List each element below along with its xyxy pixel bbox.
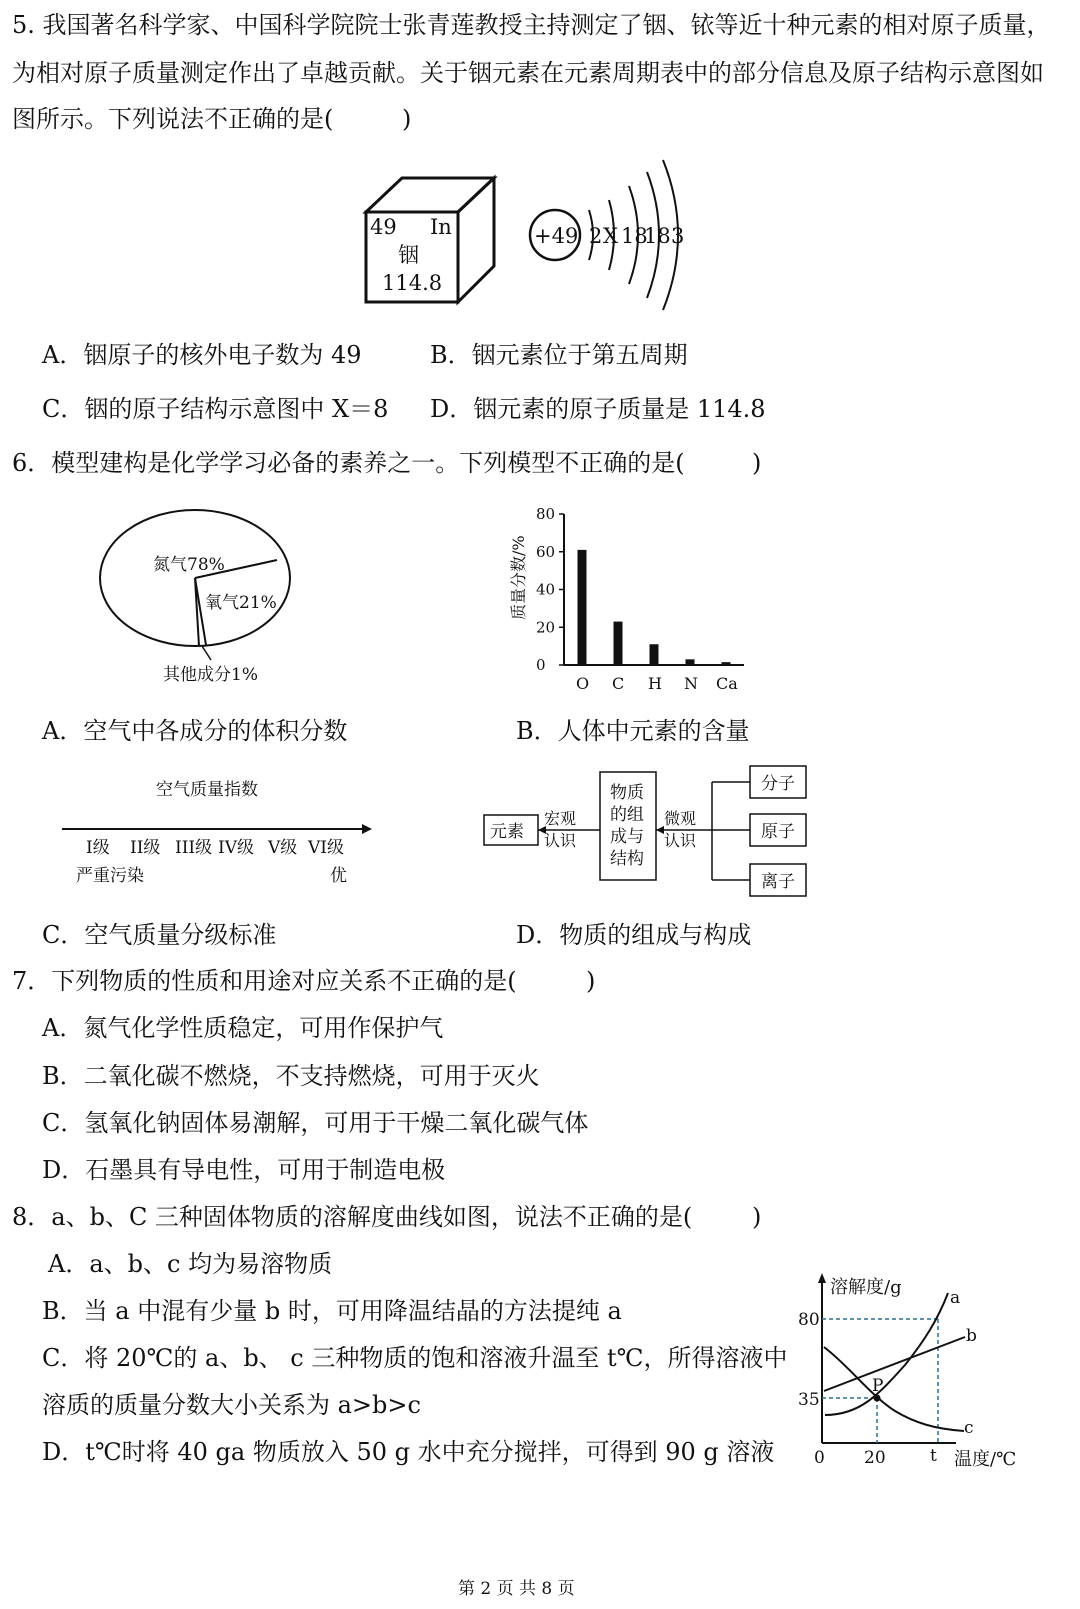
element-symbol: In bbox=[430, 215, 452, 239]
bar-N bbox=[686, 659, 695, 665]
q6-option-a: A．空气中各成分的体积分数 bbox=[42, 717, 348, 745]
solubility-xlabel: 温度/℃ bbox=[954, 1449, 1017, 1470]
bar-category-C: C bbox=[612, 674, 625, 693]
shell-3: 18 bbox=[621, 224, 648, 248]
q7-option-d: D．石墨具有导电性，可用于制造电极 bbox=[42, 1156, 446, 1184]
q5-option-b: B．铟元素位于第五周期 bbox=[430, 341, 688, 369]
scale-level-6: VI级 bbox=[308, 838, 344, 858]
q6-option-c: C．空气质量分级标准 bbox=[42, 921, 277, 949]
label-p: P bbox=[872, 1376, 884, 1396]
solubility-curve-graph bbox=[790, 1265, 1040, 1490]
q7-option-b: B．二氧化碳不燃烧，不支持燃烧，可用于灭火 bbox=[42, 1062, 540, 1090]
q5-option-d: D．铟元素的原子质量是 114.8 bbox=[430, 395, 766, 423]
concept-center-2: 的组 bbox=[610, 805, 644, 825]
q5-answer-paren: ) bbox=[402, 105, 412, 133]
bar-chart-ytick-label: 80 bbox=[536, 505, 556, 523]
bar-chart-ytick-label: 0 bbox=[536, 656, 546, 674]
q6-option-b: B．人体中元素的含量 bbox=[516, 717, 750, 745]
q8-option-c-line1: C．将 20℃的 a、b、 c 三种物质的饱和溶液升温至 t℃，所得溶液中 bbox=[42, 1344, 788, 1372]
air-quality-scale bbox=[60, 775, 380, 895]
solubility-x20: 20 bbox=[864, 1448, 886, 1468]
shell-2: X bbox=[603, 224, 618, 248]
composition-concept-map bbox=[480, 760, 820, 910]
shell-1: 2 bbox=[589, 224, 603, 248]
concept-macro-1: 宏观 bbox=[544, 809, 577, 828]
concept-atom: 原子 bbox=[761, 822, 795, 842]
scale-arrow bbox=[362, 824, 372, 834]
pie-leader-line bbox=[202, 646, 211, 660]
q8-option-a: A．a、b、c 均为易溶物质 bbox=[48, 1250, 333, 1278]
atom-structure-diagram bbox=[525, 150, 695, 320]
solubility-y-arrow bbox=[818, 1273, 826, 1283]
label-b: b bbox=[966, 1326, 977, 1346]
q5-option-c: C．铟的原子结构示意图中 X＝8 bbox=[42, 395, 389, 423]
q8-option-d: D．t℃时将 40 ga 物质放入 50 g 水中充分搅拌，可得到 90 g 溶液 bbox=[42, 1438, 775, 1466]
scale-right-label: 优 bbox=[330, 866, 347, 886]
q6-option-d: D．物质的组成与构成 bbox=[516, 921, 752, 949]
scale-level-4: IV级 bbox=[218, 838, 254, 858]
curve-b bbox=[824, 1337, 965, 1391]
page-footer: 第 2 页 共 8 页 bbox=[458, 1579, 575, 1599]
shell-5: 3 bbox=[671, 224, 685, 248]
q6-stem: 6．模型建构是化学学习必备的素养之一。下列模型不正确的是( bbox=[12, 449, 685, 477]
scale-level-2: II级 bbox=[130, 838, 161, 858]
scale-level-3: III级 bbox=[175, 838, 213, 858]
solubility-y80: 80 bbox=[798, 1310, 820, 1330]
pie-label-nitrogen: 氮气78% bbox=[153, 555, 225, 575]
element-mass: 114.8 bbox=[382, 271, 443, 295]
concept-element: 元素 bbox=[490, 822, 524, 842]
concept-molecule: 分子 bbox=[761, 774, 795, 794]
scale-title: 空气质量指数 bbox=[156, 780, 258, 800]
bar-chart-ytick-label: 40 bbox=[536, 580, 556, 599]
bar-O bbox=[578, 550, 587, 665]
concept-macro-2: 认识 bbox=[544, 831, 577, 850]
element-name: 铟 bbox=[398, 243, 419, 267]
q5-stem-line1: 5. 我国著名科学家、中国科学院院士张青莲教授主持测定了铟、铱等近十种元素的相对原子质量， bbox=[12, 11, 1051, 39]
bar-chart-ylabel: 质量分数/% bbox=[509, 535, 528, 620]
bar-chart-ytick-label: 60 bbox=[536, 542, 556, 561]
label-a: a bbox=[950, 1288, 961, 1308]
curve-c bbox=[824, 1347, 964, 1431]
concept-ion: 离子 bbox=[761, 872, 795, 892]
bar-category-N: N bbox=[684, 674, 698, 693]
bar-Ca bbox=[722, 662, 731, 665]
concept-center-1: 物质 bbox=[610, 783, 644, 803]
q7-answer-paren: ) bbox=[586, 967, 596, 995]
concept-center-4: 结构 bbox=[610, 849, 644, 869]
concept-micro-2: 认识 bbox=[664, 831, 697, 850]
pie-label-other: 其他成分1% bbox=[163, 665, 258, 685]
bar-category-H: H bbox=[648, 674, 662, 693]
concept-center-3: 成与 bbox=[610, 827, 644, 847]
q7-option-a: A．氮气化学性质稳定，可用作保护气 bbox=[42, 1014, 444, 1042]
solubility-x0: 0 bbox=[814, 1448, 825, 1468]
q8-option-b: B．当 a 中混有少量 b 时，可用降温结晶的方法提纯 a bbox=[42, 1297, 622, 1325]
q5-stem-line3: 图所示。下列说法不正确的是( bbox=[12, 105, 334, 133]
bar-category-Ca: Ca bbox=[716, 674, 738, 693]
nucleus-charge: +49 bbox=[534, 224, 579, 248]
bar-C bbox=[614, 622, 623, 665]
scale-left-label: 严重污染 bbox=[76, 866, 144, 886]
q6-answer-paren: ) bbox=[752, 449, 762, 477]
bar-category-O: O bbox=[576, 674, 590, 693]
solubility-ylabel: 溶解度/g bbox=[830, 1277, 902, 1298]
scale-level-1: I级 bbox=[86, 838, 110, 858]
bar-chart-ytick-label: 20 bbox=[536, 618, 556, 637]
scale-level-5: V级 bbox=[268, 838, 298, 858]
q5-option-a: A．铟原子的核外电子数为 49 bbox=[42, 341, 362, 369]
concept-micro-1: 微观 bbox=[664, 809, 697, 828]
label-c: c bbox=[964, 1418, 974, 1438]
q8-stem: 8．a、b、C 三种固体物质的溶解度曲线如图，说法不正确的是( bbox=[12, 1203, 693, 1231]
air-composition-pie bbox=[95, 500, 305, 695]
q7-stem: 7．下列物质的性质和用途对应关系不正确的是( bbox=[12, 967, 517, 995]
q8-option-c-line2: 溶质的质量分数大小关系为 a>b>c bbox=[42, 1391, 421, 1419]
bar-H bbox=[650, 644, 659, 665]
q8-answer-paren: ) bbox=[752, 1203, 762, 1231]
solubility-y35: 35 bbox=[798, 1390, 820, 1410]
solubility-xt: t bbox=[930, 1446, 937, 1466]
element-number: 49 bbox=[370, 215, 397, 239]
q7-option-c: C．氢氧化钠固体易潮解，可用于干燥二氧化碳气体 bbox=[42, 1109, 589, 1137]
curve-a bbox=[825, 1293, 948, 1415]
element-cube-figure bbox=[360, 170, 500, 310]
pie-label-oxygen: 氧气21% bbox=[205, 593, 277, 613]
element-content-bar-chart bbox=[500, 500, 760, 700]
shell-4: 18 bbox=[644, 224, 671, 248]
q5-stem-line2: 为相对原子质量测定作出了卓越贡献。关于铟元素在元素周期表中的部分信息及原子结构示意图如 bbox=[12, 59, 1044, 87]
